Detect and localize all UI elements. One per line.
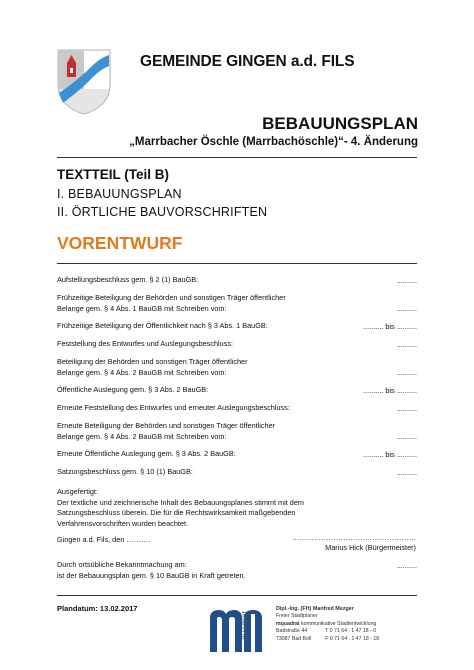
textteil-part-1: I. BEBAUUNGSPLAN [57,187,182,201]
textteil-part-2: II. ÖRTLICHE BAUVORSCHRIFTEN [57,205,268,219]
procedure-label: Erneute Öffentliche Auslegung gem. § 3 Abs. 2 BauGB: [57,449,236,458]
publication-label-line: Durch ortsübliche Bekanntmachung am: [57,560,187,569]
procedure-label [57,421,275,442]
procedure-label: Frühzeitige Beteiligung der Öffentlichkeit nach § 3 Abs. 1 BauGB: [57,321,268,330]
procedure-label-line: Beteiligung der Behörden und sonstigen Träger öffentlicher [57,357,248,366]
procedure-value: .......... bis .......... [363,449,417,459]
certification-text-line: Der textliche und zeichnerische Inhalt des Bebauungsplanes stimmt mit dem [57,497,305,507]
planner-contact [276,606,379,643]
certification-text-line: Satzungsbeschluss überein. Die für die Rechtswirksamkeit maßgebenden [57,508,296,517]
publication-label-line: ist der Bebauungsplan gem. § 10 BauGB in Kraft getreten. [57,570,246,580]
procedure-value: .......... bis .......... [363,321,417,331]
planner-company [276,621,379,628]
procedure-label-line: Frühzeitige Beteiligung der Behörden und sonstigen Träger öffentlicher [57,293,286,302]
municipality-title: GEMEINDE GINGEN a.d. FILS [140,53,355,70]
certification-heading: Ausgefertigt: [57,487,98,496]
procedure-row-feststellung [57,339,417,350]
procedure-row-erneute-auslegung [57,449,417,460]
procedure-value: .......... [396,339,417,349]
textteil-heading: TEXTTEIL (Teil B) [57,167,170,182]
signatory-name: Marius Hick (Bürgermeister) [325,543,416,552]
plan-subtitle: „Marrbacher Öschle (Marrbachöschle)“- 4. Änderung [129,136,418,148]
procedure-label-line: Erneute Beteiligung der Behörden und sonstigen Träger öffentlicher [57,421,276,430]
planner-street: Badstraße 44 [276,628,308,635]
procedure-label-line: Belange gem. § 4 Abs. 2 BauGB mit Schreiben vom: [57,431,227,441]
company-brand: mquadrat [276,620,300,627]
logo-text: quadrat [239,611,249,640]
certification-text-line: Verfahrensvorschriften wurden beachtet. [57,518,189,528]
procedure-label-line: Belange gem. § 4 Abs. 2 BauGB mit Schreiben vom: [57,367,227,377]
procedure-value: .......... [396,467,417,477]
company-description: kommunikative Stadtentwicklung [299,620,377,627]
procedure-row-fruehzeitige-behoerden [57,293,417,314]
divider [57,263,417,264]
divider [57,157,417,158]
procedure-row-erneute-feststellung [57,403,417,414]
plan-date: Plandatum: 13.02.2017 [57,604,138,613]
procedure-label: Öffentliche Auslegung gem. § 3 Abs. 2 BauGB: [57,385,209,394]
publication-value: .......... [396,560,417,570]
procedure-row-fruehzeitige-oeffentlichkeit [57,321,417,332]
planner-name: Dipl.-Ing. (FH) Manfred Mezger [276,606,354,612]
procedure-label [57,293,286,314]
planner-role: Freier Stadtplaner [276,613,318,620]
procedure-label [57,357,248,378]
place-date: Gingen a.d. Fils, den ………. [57,535,151,544]
procedure-row-aufstellung [57,275,417,286]
planner-city: 73087 Bad Boll [276,635,312,642]
procedure-label: Satzungsbeschluss gem. § 10 (1) BauGB: [57,467,193,476]
planner-fax: F 0 71 64 . 1 47 18 - 18 [325,635,380,642]
signature-line: …………………………………………… [291,533,416,542]
planner-phone: T 0 71 64 . 1 47 18 - 0 [325,628,377,635]
procedure-row-beteiligung-behoerden [57,357,417,378]
procedure-value: .......... [396,431,417,441]
procedure-row-oeffentliche-auslegung [57,385,417,396]
status-label: VORENTWURF [57,233,183,253]
procedure-label: Feststellung des Entwurfes und Auslegungsbeschluss: [57,339,234,348]
procedure-label-line: Belange gem. § 4 Abs. 1 BauGB mit Schreiben vom: [57,303,227,313]
procedure-label: Erneute Feststellung des Entwurfes und erneuter Auslegungsbeschluss: [57,403,290,412]
procedure-row-erneute-beteiligung [57,421,417,442]
procedure-value: .......... [396,367,417,377]
publication-row [57,560,417,581]
publication-label [57,560,246,581]
procedure-value: .......... [396,403,417,413]
divider [57,595,417,596]
plan-title: BEBAUUNGSPLAN [262,114,418,133]
certification-block [57,487,417,529]
procedure-row-satzungsbeschluss [57,467,417,478]
procedure-value: .......... [396,275,417,285]
coat-of-arms-icon [57,49,111,115]
procedure-value: .......... bis .......... [363,385,417,395]
procedure-label: Aufstellungsbeschluss gem. § 2 (1) BauGB: [57,275,199,284]
procedure-value: .......... [396,303,417,313]
planner-address-line [276,636,379,643]
planner-address-line [276,628,379,635]
